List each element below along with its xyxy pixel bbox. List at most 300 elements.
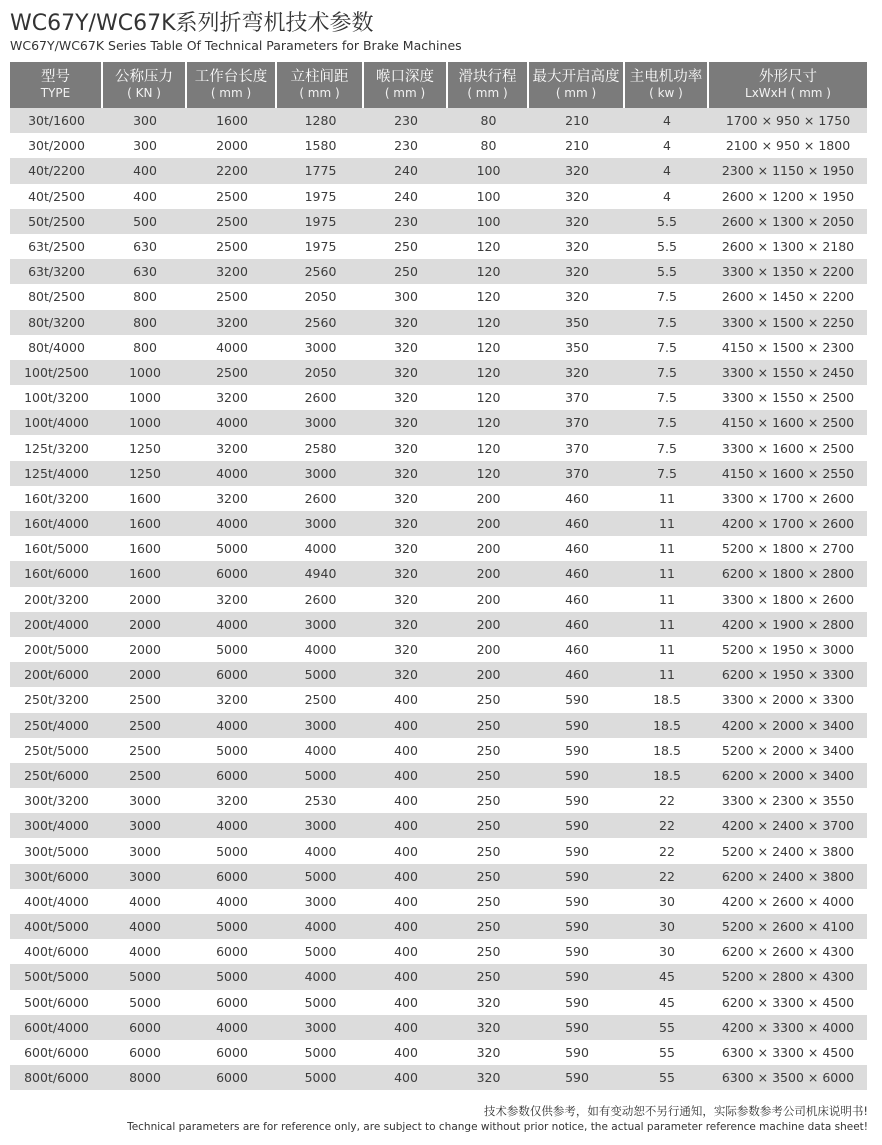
table-cell: 7.5 bbox=[625, 410, 709, 435]
table-cell: 2600 × 1450 × 2200 bbox=[709, 284, 867, 309]
column-header-en: ( mm ) bbox=[555, 86, 597, 100]
table-row bbox=[10, 435, 867, 460]
table-cell: 250 bbox=[364, 234, 448, 259]
table-cell: 460 bbox=[529, 662, 625, 687]
table-cell: 400 bbox=[364, 813, 448, 838]
table-row bbox=[10, 234, 867, 259]
column-header-en: ( KN ) bbox=[127, 86, 161, 100]
table-cell: 63t/2500 bbox=[10, 234, 103, 259]
table-cell: 590 bbox=[529, 838, 625, 863]
table-cell: 11 bbox=[625, 536, 709, 561]
table-cell: 6300 × 3300 × 4500 bbox=[709, 1040, 867, 1065]
column-header bbox=[103, 62, 187, 108]
table-cell: 45 bbox=[625, 990, 709, 1015]
column-header-en: ( mm ) bbox=[299, 86, 340, 100]
table-cell: 5000 bbox=[277, 1040, 364, 1065]
table-cell: 590 bbox=[529, 738, 625, 763]
table-cell: 1975 bbox=[277, 209, 364, 234]
table-cell: 4940 bbox=[277, 561, 364, 586]
column-header-zh: 型号 bbox=[41, 69, 70, 85]
table-cell: 1600 bbox=[103, 486, 187, 511]
table-cell: 200 bbox=[448, 511, 529, 536]
table-cell: 80t/4000 bbox=[10, 335, 103, 360]
table-cell: 125t/3200 bbox=[10, 435, 103, 460]
table-cell: 5000 bbox=[103, 964, 187, 989]
table-cell: 300 bbox=[364, 284, 448, 309]
table-cell: 7.5 bbox=[625, 435, 709, 460]
table-cell: 7.5 bbox=[625, 360, 709, 385]
table-row bbox=[10, 713, 867, 738]
table-cell: 6000 bbox=[187, 1065, 277, 1090]
table-cell: 4150 × 1600 × 2500 bbox=[709, 410, 867, 435]
table-cell: 3300 × 1600 × 2500 bbox=[709, 435, 867, 460]
table-cell: 230 bbox=[364, 209, 448, 234]
table-row bbox=[10, 587, 867, 612]
table-cell: 1580 bbox=[277, 133, 364, 158]
table-cell: 4000 bbox=[277, 964, 364, 989]
table-cell: 45 bbox=[625, 964, 709, 989]
table-cell: 2000 bbox=[103, 612, 187, 637]
table-cell: 5200 × 1800 × 2700 bbox=[709, 536, 867, 561]
table-cell: 30 bbox=[625, 889, 709, 914]
table-cell: 4000 bbox=[187, 612, 277, 637]
table-cell: 2500 bbox=[103, 738, 187, 763]
column-header-zh: 立柱间距 bbox=[290, 69, 349, 85]
table-cell: 1775 bbox=[277, 158, 364, 183]
table-cell: 1000 bbox=[103, 410, 187, 435]
table-cell: 320 bbox=[364, 410, 448, 435]
table-cell: 2300 × 1150 × 1950 bbox=[709, 158, 867, 183]
table-cell: 4000 bbox=[277, 536, 364, 561]
table-cell: 320 bbox=[364, 310, 448, 335]
column-header bbox=[625, 62, 709, 108]
table-cell: 460 bbox=[529, 612, 625, 637]
table-cell: 240 bbox=[364, 158, 448, 183]
table-row bbox=[10, 813, 867, 838]
table-cell: 3200 bbox=[187, 486, 277, 511]
table-cell: 18.5 bbox=[625, 687, 709, 712]
table-cell: 160t/5000 bbox=[10, 536, 103, 561]
table-cell: 320 bbox=[529, 259, 625, 284]
column-header-en: ( kw ) bbox=[649, 86, 683, 100]
table-cell: 6200 × 2400 × 3800 bbox=[709, 864, 867, 889]
table-row bbox=[10, 259, 867, 284]
table-cell: 100t/3200 bbox=[10, 385, 103, 410]
table-cell: 11 bbox=[625, 637, 709, 662]
table-cell: 11 bbox=[625, 612, 709, 637]
table-row bbox=[10, 284, 867, 309]
table-cell: 100 bbox=[448, 158, 529, 183]
table-row bbox=[10, 1015, 867, 1040]
table-row bbox=[10, 536, 867, 561]
table-cell: 400 bbox=[364, 864, 448, 889]
table-cell: 55 bbox=[625, 1040, 709, 1065]
table-cell: 3300 × 1700 × 2600 bbox=[709, 486, 867, 511]
table-cell: 4000 bbox=[277, 637, 364, 662]
table-cell: 210 bbox=[529, 108, 625, 133]
table-cell: 3000 bbox=[277, 410, 364, 435]
table-cell: 370 bbox=[529, 435, 625, 460]
table-cell: 300 bbox=[103, 108, 187, 133]
table-cell: 100 bbox=[448, 184, 529, 209]
table-cell: 2500 bbox=[187, 360, 277, 385]
table-cell: 2600 bbox=[277, 587, 364, 612]
table-cell: 320 bbox=[364, 587, 448, 612]
table-cell: 5200 × 2600 × 4100 bbox=[709, 914, 867, 939]
table-cell: 18.5 bbox=[625, 763, 709, 788]
table-cell: 200t/6000 bbox=[10, 662, 103, 687]
table-cell: 3000 bbox=[103, 813, 187, 838]
table-cell: 320 bbox=[448, 990, 529, 1015]
table-cell: 22 bbox=[625, 813, 709, 838]
table-cell: 2600 × 1200 × 1950 bbox=[709, 184, 867, 209]
table-cell: 5200 × 2400 × 3800 bbox=[709, 838, 867, 863]
table-cell: 5000 bbox=[187, 738, 277, 763]
table-cell: 250 bbox=[448, 939, 529, 964]
table-cell: 22 bbox=[625, 788, 709, 813]
column-header-en: LxWxH ( mm ) bbox=[745, 86, 831, 100]
table-cell: 3000 bbox=[277, 889, 364, 914]
table-cell: 590 bbox=[529, 788, 625, 813]
table-cell: 3200 bbox=[187, 259, 277, 284]
table-cell: 4000 bbox=[187, 813, 277, 838]
table-row bbox=[10, 486, 867, 511]
table-cell: 2000 bbox=[103, 662, 187, 687]
table-cell: 5000 bbox=[277, 990, 364, 1015]
table-cell: 50t/2500 bbox=[10, 209, 103, 234]
table-cell: 370 bbox=[529, 410, 625, 435]
table-cell: 400 bbox=[364, 687, 448, 712]
table-row bbox=[10, 964, 867, 989]
table-cell: 6200 × 2600 × 4300 bbox=[709, 939, 867, 964]
specs-table bbox=[10, 62, 867, 1090]
table-cell: 4000 bbox=[187, 889, 277, 914]
table-row bbox=[10, 184, 867, 209]
table-cell: 2000 bbox=[103, 637, 187, 662]
column-header bbox=[10, 62, 103, 108]
table-cell: 4000 bbox=[187, 461, 277, 486]
table-cell: 3200 bbox=[187, 310, 277, 335]
table-cell: 160t/6000 bbox=[10, 561, 103, 586]
table-cell: 320 bbox=[529, 158, 625, 183]
table-cell: 30 bbox=[625, 939, 709, 964]
table-cell: 80t/3200 bbox=[10, 310, 103, 335]
table-cell: 2050 bbox=[277, 284, 364, 309]
column-header bbox=[277, 62, 364, 108]
table-cell: 3300 × 1800 × 2600 bbox=[709, 587, 867, 612]
table-cell: 120 bbox=[448, 385, 529, 410]
table-row bbox=[10, 1065, 867, 1090]
table-cell: 4150 × 1500 × 2300 bbox=[709, 335, 867, 360]
table-cell: 11 bbox=[625, 486, 709, 511]
table-cell: 3300 × 1350 × 2200 bbox=[709, 259, 867, 284]
table-cell: 3200 bbox=[187, 687, 277, 712]
table-cell: 320 bbox=[364, 360, 448, 385]
table-cell: 120 bbox=[448, 461, 529, 486]
table-cell: 11 bbox=[625, 587, 709, 612]
table-cell: 400t/5000 bbox=[10, 914, 103, 939]
table-cell: 11 bbox=[625, 662, 709, 687]
table-row bbox=[10, 133, 867, 158]
table-cell: 1250 bbox=[103, 461, 187, 486]
table-cell: 6000 bbox=[187, 763, 277, 788]
table-cell: 590 bbox=[529, 763, 625, 788]
table-cell: 320 bbox=[448, 1065, 529, 1090]
table-cell: 120 bbox=[448, 335, 529, 360]
table-cell: 300t/5000 bbox=[10, 838, 103, 863]
table-cell: 460 bbox=[529, 536, 625, 561]
table-cell: 320 bbox=[364, 486, 448, 511]
table-cell: 400 bbox=[364, 939, 448, 964]
table-cell: 3000 bbox=[277, 813, 364, 838]
table-cell: 3200 bbox=[187, 587, 277, 612]
table-cell: 800t/6000 bbox=[10, 1065, 103, 1090]
table-cell: 3300 × 1550 × 2450 bbox=[709, 360, 867, 385]
table-cell: 4200 × 2600 × 4000 bbox=[709, 889, 867, 914]
table-cell: 200 bbox=[448, 637, 529, 662]
table-cell: 200t/5000 bbox=[10, 637, 103, 662]
table-cell: 6000 bbox=[187, 561, 277, 586]
table-cell: 250 bbox=[448, 914, 529, 939]
table-cell: 6000 bbox=[187, 864, 277, 889]
column-header-en: ( mm ) bbox=[467, 86, 508, 100]
table-cell: 2500 bbox=[277, 687, 364, 712]
table-cell: 630 bbox=[103, 234, 187, 259]
table-cell: 400t/6000 bbox=[10, 939, 103, 964]
table-cell: 30t/1600 bbox=[10, 108, 103, 133]
table-cell: 200 bbox=[448, 612, 529, 637]
table-row bbox=[10, 662, 867, 687]
table-cell: 18.5 bbox=[625, 738, 709, 763]
table-cell: 200 bbox=[448, 561, 529, 586]
table-cell: 7.5 bbox=[625, 284, 709, 309]
table-cell: 590 bbox=[529, 914, 625, 939]
column-header-zh: 主电机功率 bbox=[629, 69, 703, 85]
table-cell: 120 bbox=[448, 259, 529, 284]
table-cell: 11 bbox=[625, 561, 709, 586]
table-row bbox=[10, 763, 867, 788]
table-row bbox=[10, 637, 867, 662]
table-cell: 400 bbox=[364, 713, 448, 738]
table-cell: 370 bbox=[529, 461, 625, 486]
table-cell: 1975 bbox=[277, 234, 364, 259]
table-cell: 4000 bbox=[277, 738, 364, 763]
table-cell: 370 bbox=[529, 385, 625, 410]
table-cell: 3000 bbox=[103, 864, 187, 889]
table-cell: 200 bbox=[448, 662, 529, 687]
table-cell: 320 bbox=[529, 360, 625, 385]
table-cell: 4200 × 2400 × 3700 bbox=[709, 813, 867, 838]
table-cell: 4000 bbox=[187, 335, 277, 360]
table-cell: 1600 bbox=[103, 561, 187, 586]
table-cell: 320 bbox=[529, 234, 625, 259]
table-cell: 2500 bbox=[187, 234, 277, 259]
column-header-en: ( mm ) bbox=[210, 86, 252, 100]
table-row bbox=[10, 1040, 867, 1065]
table-cell: 2580 bbox=[277, 435, 364, 460]
table-cell: 250 bbox=[448, 864, 529, 889]
table-row bbox=[10, 360, 867, 385]
table-cell: 120 bbox=[448, 435, 529, 460]
table-cell: 4 bbox=[625, 133, 709, 158]
table-cell: 40t/2500 bbox=[10, 184, 103, 209]
table-cell: 3000 bbox=[103, 788, 187, 813]
table-cell: 6000 bbox=[187, 990, 277, 1015]
table-cell: 590 bbox=[529, 939, 625, 964]
table-cell: 6000 bbox=[103, 1015, 187, 1040]
table-cell: 2200 bbox=[187, 158, 277, 183]
table-cell: 460 bbox=[529, 511, 625, 536]
table-row bbox=[10, 612, 867, 637]
column-header-zh: 外形尺寸 bbox=[759, 69, 817, 85]
table-cell: 400 bbox=[103, 184, 187, 209]
table-cell: 320 bbox=[529, 184, 625, 209]
table-cell: 230 bbox=[364, 133, 448, 158]
table-cell: 4 bbox=[625, 184, 709, 209]
table-cell: 2050 bbox=[277, 360, 364, 385]
table-cell: 300 bbox=[103, 133, 187, 158]
table-cell: 250t/3200 bbox=[10, 687, 103, 712]
table-cell: 250 bbox=[448, 687, 529, 712]
table-cell: 250 bbox=[448, 763, 529, 788]
table-cell: 11 bbox=[625, 511, 709, 536]
column-header-zh: 最大开启高度 bbox=[532, 69, 620, 85]
table-cell: 2500 bbox=[103, 687, 187, 712]
table-cell: 5000 bbox=[277, 763, 364, 788]
table-cell: 120 bbox=[448, 360, 529, 385]
table-row bbox=[10, 461, 867, 486]
table-cell: 4000 bbox=[187, 410, 277, 435]
table-cell: 320 bbox=[364, 612, 448, 637]
table-cell: 120 bbox=[448, 234, 529, 259]
table-cell: 6000 bbox=[187, 1040, 277, 1065]
table-cell: 400 bbox=[364, 788, 448, 813]
table-cell: 320 bbox=[364, 662, 448, 687]
table-cell: 600t/6000 bbox=[10, 1040, 103, 1065]
table-cell: 200 bbox=[448, 587, 529, 612]
table-cell: 210 bbox=[529, 133, 625, 158]
table-cell: 3000 bbox=[277, 612, 364, 637]
table-cell: 2600 bbox=[277, 385, 364, 410]
table-cell: 2500 bbox=[187, 184, 277, 209]
table-cell: 590 bbox=[529, 964, 625, 989]
table-cell: 400 bbox=[364, 1040, 448, 1065]
table-cell: 3000 bbox=[103, 838, 187, 863]
table-cell: 590 bbox=[529, 889, 625, 914]
table-cell: 4000 bbox=[277, 838, 364, 863]
table-cell: 1600 bbox=[103, 536, 187, 561]
table-cell: 4000 bbox=[103, 889, 187, 914]
table-cell: 6200 × 2000 × 3400 bbox=[709, 763, 867, 788]
table-cell: 5000 bbox=[187, 838, 277, 863]
table-cell: 4200 × 2000 × 3400 bbox=[709, 713, 867, 738]
table-cell: 320 bbox=[529, 209, 625, 234]
table-cell: 100 bbox=[448, 209, 529, 234]
table-cell: 2600 × 1300 × 2180 bbox=[709, 234, 867, 259]
table-cell: 6300 × 3500 × 6000 bbox=[709, 1065, 867, 1090]
table-cell: 125t/4000 bbox=[10, 461, 103, 486]
table-row bbox=[10, 385, 867, 410]
table-row bbox=[10, 990, 867, 1015]
table-cell: 590 bbox=[529, 813, 625, 838]
table-cell: 5200 × 2800 × 4300 bbox=[709, 964, 867, 989]
table-row bbox=[10, 209, 867, 234]
table-row bbox=[10, 788, 867, 813]
table-cell: 7.5 bbox=[625, 335, 709, 360]
table-cell: 120 bbox=[448, 310, 529, 335]
table-cell: 55 bbox=[625, 1065, 709, 1090]
table-cell: 240 bbox=[364, 184, 448, 209]
table-cell: 400 bbox=[364, 889, 448, 914]
table-cell: 160t/4000 bbox=[10, 511, 103, 536]
table-cell: 320 bbox=[364, 461, 448, 486]
table-cell: 250t/4000 bbox=[10, 713, 103, 738]
table-cell: 4200 × 1700 × 2600 bbox=[709, 511, 867, 536]
column-header bbox=[448, 62, 529, 108]
disclaimer-en: Technical parameters are for reference only, are subject to change without prior notice, the actual parameter reference machine data sheet! bbox=[127, 1121, 868, 1133]
table-row bbox=[10, 914, 867, 939]
table-cell: 3200 bbox=[187, 435, 277, 460]
table-row bbox=[10, 410, 867, 435]
table-cell: 5000 bbox=[277, 1065, 364, 1090]
table-cell: 80 bbox=[448, 133, 529, 158]
table-cell: 230 bbox=[364, 108, 448, 133]
table-cell: 1000 bbox=[103, 385, 187, 410]
table-cell: 350 bbox=[529, 335, 625, 360]
table-cell: 3000 bbox=[277, 713, 364, 738]
table-cell: 600t/4000 bbox=[10, 1015, 103, 1040]
table-cell: 4000 bbox=[187, 511, 277, 536]
table-cell: 3300 × 2300 × 3550 bbox=[709, 788, 867, 813]
table-cell: 5000 bbox=[187, 637, 277, 662]
table-cell: 400 bbox=[364, 763, 448, 788]
table-cell: 22 bbox=[625, 864, 709, 889]
table-cell: 55 bbox=[625, 1015, 709, 1040]
table-cell: 3200 bbox=[187, 385, 277, 410]
table-cell: 250 bbox=[364, 259, 448, 284]
table-cell: 40t/2200 bbox=[10, 158, 103, 183]
table-row bbox=[10, 939, 867, 964]
table-cell: 3300 × 1500 × 2250 bbox=[709, 310, 867, 335]
table-cell: 2500 bbox=[103, 713, 187, 738]
table-row bbox=[10, 310, 867, 335]
table-cell: 320 bbox=[448, 1015, 529, 1040]
table-cell: 160t/3200 bbox=[10, 486, 103, 511]
page-title-en: WC67Y/WC67K Series Table Of Technical Parameters for Brake Machines bbox=[10, 38, 462, 53]
table-cell: 5.5 bbox=[625, 209, 709, 234]
table-cell: 460 bbox=[529, 486, 625, 511]
table-cell: 200 bbox=[448, 536, 529, 561]
table-cell: 3300 × 2000 × 3300 bbox=[709, 687, 867, 712]
table-cell: 400 bbox=[364, 964, 448, 989]
table-row bbox=[10, 838, 867, 863]
table-cell: 18.5 bbox=[625, 713, 709, 738]
table-cell: 250 bbox=[448, 838, 529, 863]
table-cell: 250 bbox=[448, 788, 529, 813]
table-cell: 590 bbox=[529, 864, 625, 889]
table-cell: 400 bbox=[364, 1015, 448, 1040]
table-cell: 100t/2500 bbox=[10, 360, 103, 385]
table-cell: 5000 bbox=[277, 864, 364, 889]
table-cell: 200 bbox=[448, 486, 529, 511]
table-row bbox=[10, 687, 867, 712]
table-cell: 590 bbox=[529, 990, 625, 1015]
table-cell: 800 bbox=[103, 335, 187, 360]
table-cell: 400 bbox=[364, 990, 448, 1015]
column-header-zh: 公称压力 bbox=[115, 69, 173, 85]
table-cell: 4000 bbox=[103, 939, 187, 964]
table-cell: 400t/4000 bbox=[10, 889, 103, 914]
